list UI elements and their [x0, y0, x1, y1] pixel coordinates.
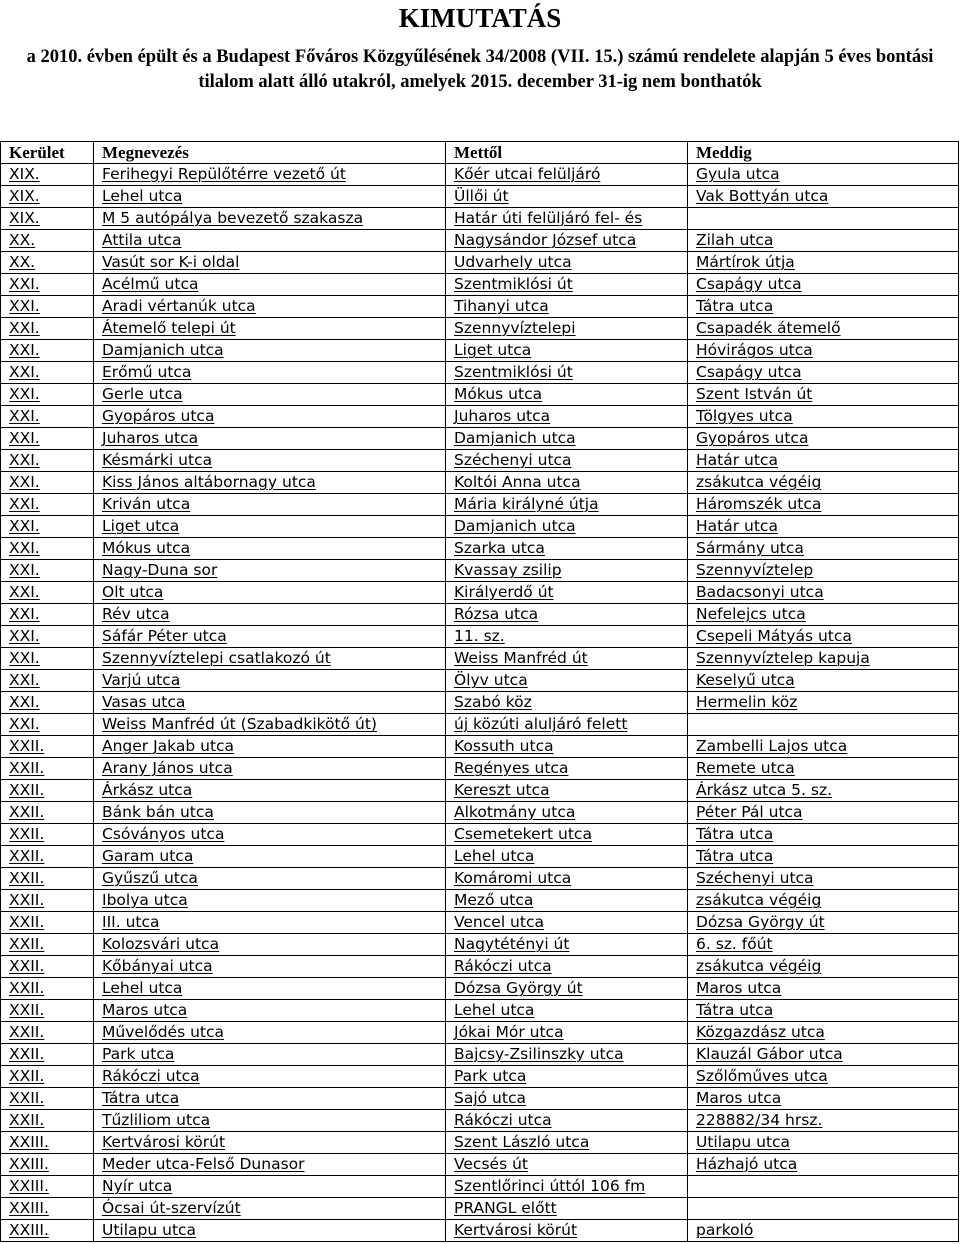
cell-from: 11. sz. [446, 626, 688, 648]
cell-from: Vecsés út [446, 1154, 688, 1176]
table-header-row [1, 142, 959, 164]
cell-road-name: Művelődés utca [94, 1022, 446, 1044]
cell-from: Udvarhely utca [446, 252, 688, 274]
cell-from: új közúti aluljáró felett [446, 714, 688, 736]
cell-from: Kereszt utca [446, 780, 688, 802]
cell-road-name: Gyopáros utca [94, 406, 446, 428]
cell-road-name: Arany János utca [94, 758, 446, 780]
cell-road-name: Rév utca [94, 604, 446, 626]
cell-district: XIX. [1, 164, 94, 186]
cell-to: Vak Bottyán utca [688, 186, 959, 208]
cell-district: XXII. [1, 978, 94, 1000]
cell-to: Hermelin köz [688, 692, 959, 714]
cell-to: Tátra utca [688, 296, 959, 318]
cell-district: XXI. [1, 626, 94, 648]
cell-district: XXIII. [1, 1220, 94, 1242]
cell-from: Rózsa utca [446, 604, 688, 626]
cell-road-name: Ibolya utca [94, 890, 446, 912]
cell-from: Szentmiklósi út [446, 362, 688, 384]
cell-road-name: Attila utca [94, 230, 446, 252]
table-row [1, 846, 959, 868]
cell-to: Házhajó utca [688, 1154, 959, 1176]
cell-to: Badacsonyi utca [688, 582, 959, 604]
cell-from: Rákóczi utca [446, 1110, 688, 1132]
cell-road-name: Juharos utca [94, 428, 446, 450]
cell-from: Királyerdő út [446, 582, 688, 604]
table-row [1, 296, 959, 318]
cell-from: Damjanich utca [446, 428, 688, 450]
header-to: Meddig [688, 142, 959, 164]
table-row [1, 516, 959, 538]
cell-from: Széchenyi utca [446, 450, 688, 472]
cell-from: Bajcsy-Zsilinszky utca [446, 1044, 688, 1066]
cell-from: Szarka utca [446, 538, 688, 560]
cell-district: XXII. [1, 1088, 94, 1110]
cell-road-name: M 5 autópálya bevezető szakasza [94, 208, 446, 230]
table-row [1, 1088, 959, 1110]
table-row [1, 758, 959, 780]
cell-road-name: Acélmű utca [94, 274, 446, 296]
cell-district: XXIII. [1, 1154, 94, 1176]
cell-road-name: Utilapu utca [94, 1220, 446, 1242]
table-row [1, 472, 959, 494]
cell-from: Regényes utca [446, 758, 688, 780]
cell-from: Weiss Manfréd út [446, 648, 688, 670]
table-row [1, 538, 959, 560]
table-row [1, 318, 959, 340]
table-row [1, 450, 959, 472]
cell-district: XXI. [1, 604, 94, 626]
cell-to: zsákutca végéig [688, 472, 959, 494]
cell-from: Park utca [446, 1066, 688, 1088]
table-row [1, 186, 959, 208]
table-row [1, 340, 959, 362]
table-row [1, 428, 959, 450]
cell-district: XXI. [1, 538, 94, 560]
cell-from: Vencel utca [446, 912, 688, 934]
cell-to: Gyula utca [688, 164, 959, 186]
table-row [1, 912, 959, 934]
cell-district: XX. [1, 230, 94, 252]
cell-to: Szőlőműves utca [688, 1066, 959, 1088]
table-row [1, 934, 959, 956]
cell-road-name: Csóványos utca [94, 824, 446, 846]
cell-to [688, 208, 959, 230]
cell-district: XXII. [1, 1022, 94, 1044]
table-row [1, 692, 959, 714]
cell-road-name: Anger Jakab utca [94, 736, 446, 758]
cell-district: XXII. [1, 1000, 94, 1022]
table-row [1, 1044, 959, 1066]
cell-district: XXI. [1, 472, 94, 494]
cell-district: XXI. [1, 274, 94, 296]
cell-to: Csapadék átemelő [688, 318, 959, 340]
table-row [1, 164, 959, 186]
cell-district: XIX. [1, 208, 94, 230]
page-title: KIMUTATÁS [398, 3, 562, 33]
cell-to: Árkász utca 5. sz. [688, 780, 959, 802]
cell-district: XX. [1, 252, 94, 274]
cell-district: XXII. [1, 956, 94, 978]
cell-from: Szent László utca [446, 1132, 688, 1154]
cell-to: Tátra utca [688, 1000, 959, 1022]
cell-district: XXII. [1, 1044, 94, 1066]
cell-district: XXII. [1, 802, 94, 824]
cell-district: XXI. [1, 318, 94, 340]
cell-district: XXI. [1, 428, 94, 450]
cell-to: Gyopáros utca [688, 428, 959, 450]
cell-from: Kossuth utca [446, 736, 688, 758]
cell-from: Csemetekert utca [446, 824, 688, 846]
table-row [1, 274, 959, 296]
cell-road-name: Weiss Manfréd út (Szabadkikötő út) [94, 714, 446, 736]
cell-from: Kőér utcai felüljáró [446, 164, 688, 186]
table-row [1, 648, 959, 670]
cell-district: XXI. [1, 362, 94, 384]
cell-road-name: Kolozsvári utca [94, 934, 446, 956]
table-row [1, 736, 959, 758]
cell-to: Csapágy utca [688, 362, 959, 384]
cell-district: XXIII. [1, 1198, 94, 1220]
cell-road-name: Gyűszű utca [94, 868, 446, 890]
cell-road-name: Bánk bán utca [94, 802, 446, 824]
cell-district: XXI. [1, 494, 94, 516]
table-row [1, 1110, 959, 1132]
cell-road-name: Gerle utca [94, 384, 446, 406]
cell-to: Maros utca [688, 1088, 959, 1110]
cell-from: Sajó utca [446, 1088, 688, 1110]
cell-from: Dózsa György út [446, 978, 688, 1000]
cell-road-name: Sáfár Péter utca [94, 626, 446, 648]
cell-road-name: Park utca [94, 1044, 446, 1066]
cell-road-name: Lehel utca [94, 186, 446, 208]
cell-from: Üllői út [446, 186, 688, 208]
cell-district: XXII. [1, 846, 94, 868]
cell-district: XIX. [1, 186, 94, 208]
cell-from: Mária királyné útja [446, 494, 688, 516]
table-row [1, 1154, 959, 1176]
cell-road-name: Varjú utca [94, 670, 446, 692]
cell-to: Csepeli Mátyás utca [688, 626, 959, 648]
cell-road-name: Garam utca [94, 846, 446, 868]
cell-to: Szennyvíztelep kapuja [688, 648, 959, 670]
cell-road-name: Liget utca [94, 516, 446, 538]
cell-from: Alkotmány utca [446, 802, 688, 824]
cell-from: Tihanyi utca [446, 296, 688, 318]
cell-from: Rákóczi utca [446, 956, 688, 978]
cell-district: XXII. [1, 890, 94, 912]
cell-road-name: Erőmű utca [94, 362, 446, 384]
table-row [1, 1220, 959, 1242]
cell-road-name: Maros utca [94, 1000, 446, 1022]
cell-to: Határ utca [688, 450, 959, 472]
cell-district: XXI. [1, 648, 94, 670]
table-row [1, 780, 959, 802]
cell-from: Mókus utca [446, 384, 688, 406]
cell-to: Mártírok útja [688, 252, 959, 274]
cell-to [688, 1176, 959, 1198]
cell-district: XXI. [1, 516, 94, 538]
table-row [1, 626, 959, 648]
cell-to: Klauzál Gábor utca [688, 1044, 959, 1066]
cell-from: Szennyvíztelepi [446, 318, 688, 340]
cell-to: Utilapu utca [688, 1132, 959, 1154]
cell-from: Mező utca [446, 890, 688, 912]
cell-district: XXI. [1, 296, 94, 318]
table-row [1, 802, 959, 824]
cell-to: parkoló [688, 1220, 959, 1242]
cell-road-name: Kertvárosi körút [94, 1132, 446, 1154]
table-row [1, 582, 959, 604]
cell-to: Szent István út [688, 384, 959, 406]
table-row [1, 1066, 959, 1088]
table-row [1, 384, 959, 406]
table-row [1, 978, 959, 1000]
cell-to: Tátra utca [688, 846, 959, 868]
cell-district: XXI. [1, 582, 94, 604]
table-row [1, 230, 959, 252]
cell-to: Közgazdász utca [688, 1022, 959, 1044]
table-row [1, 670, 959, 692]
cell-road-name: Szennyvíztelepi csatlakozó út [94, 648, 446, 670]
table-row [1, 714, 959, 736]
header-from: Mettől [446, 142, 688, 164]
cell-road-name: Nagy-Duna sor [94, 560, 446, 582]
cell-road-name: Ócsai út-szervízút [94, 1198, 446, 1220]
cell-district: XXI. [1, 670, 94, 692]
cell-road-name: Késmárki utca [94, 450, 446, 472]
cell-road-name: Vasas utca [94, 692, 446, 714]
cell-road-name: Aradi vértanúk utca [94, 296, 446, 318]
table-row [1, 868, 959, 890]
cell-to: Dózsa György út [688, 912, 959, 934]
cell-from: Nagysándor József utca [446, 230, 688, 252]
cell-from: Szentmiklósi út [446, 274, 688, 296]
cell-road-name: Nyír utca [94, 1176, 446, 1198]
cell-to: Zilah utca [688, 230, 959, 252]
cell-from: Nagytétényi út [446, 934, 688, 956]
cell-road-name: Kriván utca [94, 494, 446, 516]
cell-road-name: III. utca [94, 912, 446, 934]
cell-to: Remete utca [688, 758, 959, 780]
cell-to: Nefelejcs utca [688, 604, 959, 626]
cell-district: XXII. [1, 780, 94, 802]
cell-to: 6. sz. főút [688, 934, 959, 956]
table-row [1, 208, 959, 230]
table-row [1, 252, 959, 274]
cell-from: Kvassay zsilip [446, 560, 688, 582]
cell-to: zsákutca végéig [688, 890, 959, 912]
cell-from: Jókai Mór utca [446, 1022, 688, 1044]
cell-from: Lehel utca [446, 1000, 688, 1022]
cell-district: XXI. [1, 560, 94, 582]
table-row [1, 956, 959, 978]
table-row [1, 1132, 959, 1154]
table-row [1, 890, 959, 912]
header-district: Kerület [1, 142, 94, 164]
cell-to: zsákutca végéig [688, 956, 959, 978]
cell-road-name: Lehel utca [94, 978, 446, 1000]
cell-from: Szentlőrinci úttól 106 fm [446, 1176, 688, 1198]
cell-district: XXII. [1, 1110, 94, 1132]
cell-road-name: Mókus utca [94, 538, 446, 560]
cell-district: XXI. [1, 450, 94, 472]
cell-to: Maros utca [688, 978, 959, 1000]
cell-to: Zambelli Lajos utca [688, 736, 959, 758]
table-row [1, 362, 959, 384]
cell-from: Szabó köz [446, 692, 688, 714]
cell-to: Péter Pál utca [688, 802, 959, 824]
cell-from: Komáromi utca [446, 868, 688, 890]
cell-district: XXII. [1, 824, 94, 846]
table-row [1, 1022, 959, 1044]
cell-to: Csapágy utca [688, 274, 959, 296]
cell-road-name: Rákóczi utca [94, 1066, 446, 1088]
table-row [1, 494, 959, 516]
table-body [1, 164, 959, 1242]
cell-district: XXIII. [1, 1132, 94, 1154]
cell-district: XXII. [1, 736, 94, 758]
cell-road-name: Kiss János altábornagy utca [94, 472, 446, 494]
cell-to [688, 714, 959, 736]
cell-to: Tátra utca [688, 824, 959, 846]
cell-from: Kertvárosi körút [446, 1220, 688, 1242]
cell-to: Szennyvíztelep [688, 560, 959, 582]
cell-to: Tölgyes utca [688, 406, 959, 428]
cell-to: 228882/34 hrsz. [688, 1110, 959, 1132]
cell-road-name: Meder utca-Felső Dunasor [94, 1154, 446, 1176]
cell-district: XXII. [1, 758, 94, 780]
cell-district: XXIII. [1, 1176, 94, 1198]
cell-district: XXII. [1, 868, 94, 890]
table-row [1, 1176, 959, 1198]
cell-from: Határ úti felüljáró fel- és [446, 208, 688, 230]
table-row [1, 824, 959, 846]
cell-from: Juharos utca [446, 406, 688, 428]
page-subtitle: a 2010. évben épült és a Budapest Főváros Közgyűlésének 34/2008 (VII. 15.) számú rendelete alapján 5 éves bontási tilalom alatt álló utakról, amelyek 2015. december 31-ig nem bonthatók [26, 47, 934, 92]
cell-from: PRANGL előtt [446, 1198, 688, 1220]
table-row [1, 604, 959, 626]
cell-from: Ölyv utca [446, 670, 688, 692]
cell-to: Háromszék utca [688, 494, 959, 516]
cell-to: Határ utca [688, 516, 959, 538]
table-row [1, 1198, 959, 1220]
cell-to: Széchenyi utca [688, 868, 959, 890]
cell-district: XXI. [1, 406, 94, 428]
cell-district: XXI. [1, 340, 94, 362]
cell-from: Damjanich utca [446, 516, 688, 538]
cell-from: Liget utca [446, 340, 688, 362]
cell-road-name: Tátra utca [94, 1088, 446, 1110]
cell-road-name: Árkász utca [94, 780, 446, 802]
cell-district: XXI. [1, 384, 94, 406]
cell-to [688, 1198, 959, 1220]
cell-road-name: Kőbányai utca [94, 956, 446, 978]
table-row [1, 560, 959, 582]
cell-to: Sármány utca [688, 538, 959, 560]
roads-table [0, 141, 959, 1242]
cell-road-name: Damjanich utca [94, 340, 446, 362]
header-name: Megnevezés [94, 142, 446, 164]
cell-to: Hóvirágos utca [688, 340, 959, 362]
cell-district: XXI. [1, 714, 94, 736]
cell-from: Lehel utca [446, 846, 688, 868]
cell-from: Koltói Anna utca [446, 472, 688, 494]
cell-district: XXII. [1, 934, 94, 956]
cell-road-name: Vasút sor K-i oldal [94, 252, 446, 274]
cell-district: XXI. [1, 692, 94, 714]
cell-road-name: Tűzliliom utca [94, 1110, 446, 1132]
cell-district: XXII. [1, 1066, 94, 1088]
cell-district: XXII. [1, 912, 94, 934]
table-row [1, 406, 959, 428]
cell-road-name: Ferihegyi Repülőtérre vezető út [94, 164, 446, 186]
cell-to: Keselyű utca [688, 670, 959, 692]
table-row [1, 1000, 959, 1022]
cell-road-name: Átemelő telepi út [94, 318, 446, 340]
cell-road-name: Olt utca [94, 582, 446, 604]
